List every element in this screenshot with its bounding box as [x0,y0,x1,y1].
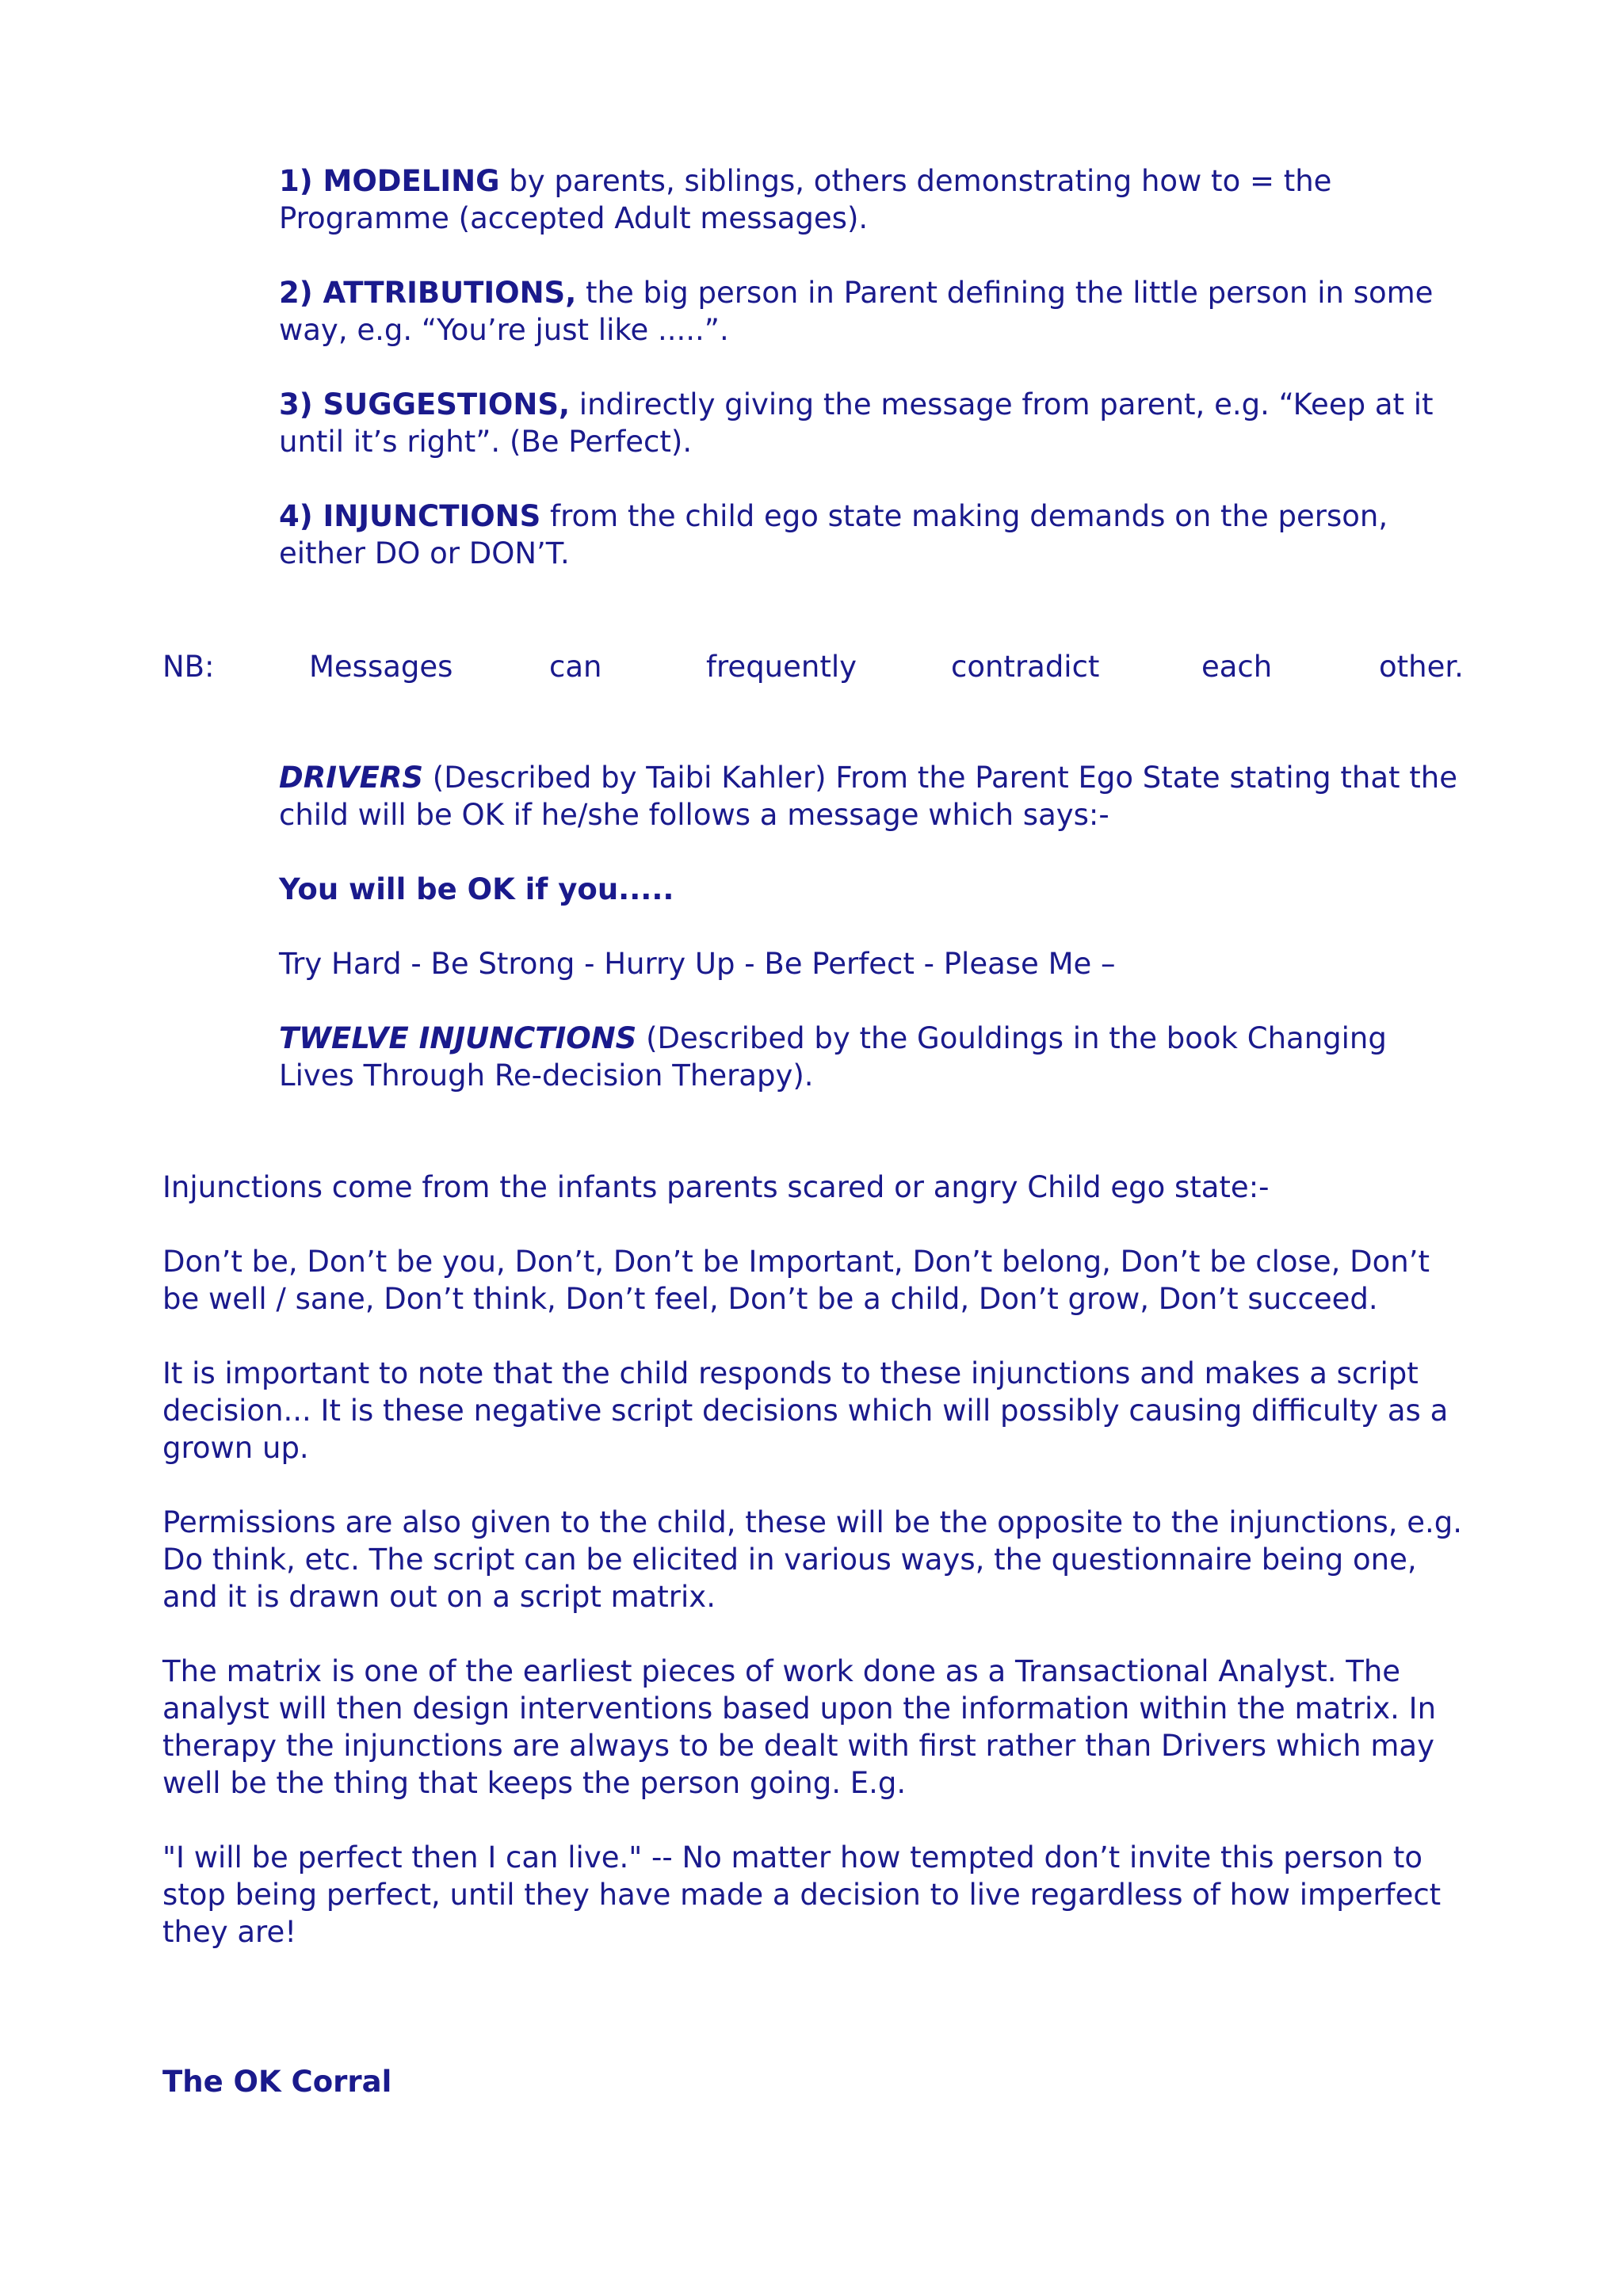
body-paragraph: Permissions are also given to the child, these will be the opposite to the injunctions, e.g. Do think, etc. The script can be elicited in various ways, the questionnaire being one, and it is drawn out on a script matrix. [162,1505,1463,1614]
body-paragraph: Don’t be, Don’t be you, Don’t, Don’t be Important, Don’t belong, Don’t be close, Don’t be well / sane, Don’t think, Don’t feel, Don’t be a child, Don’t grow, Don’t succeed. [162,1245,1430,1316]
nb-word: other. [1379,650,1464,684]
drivers-paragraph [279,759,1468,833]
item-text: the big person in Parent defining the little person in some way, e.g. “You’re just like .....”. [279,276,1434,347]
twelve-injunctions-text: (Described by the Gouldings in the book Changing Lives Through Re-decision Therapy). [279,1021,1387,1093]
nb-word: frequently [706,650,857,684]
nb-label: NB: [162,650,215,684]
item-label: 2) ATTRIBUTIONS, [279,276,577,310]
body-paragraph: The matrix is one of the earliest pieces of work done as a Transactional Analyst. The analyst will then design interventions based upon the information within the matrix. In therapy the injunctions are always to be dealt with first rather than Drivers which may well be the thing that keeps the person going. E.g. [162,1654,1437,1800]
item-injunctions [279,498,1468,572]
nb-word: contradict [951,650,1100,684]
drivers-list: Try Hard - Be Strong - Hurry Up - Be Perfect - Please Me – [279,947,1116,981]
section-heading: The OK Corral [162,2065,392,2099]
twelve-injunctions-label: TWELVE INJUNCTIONS [279,1021,637,1055]
item-modeling [279,162,1468,237]
body-paragraph: "I will be perfect then I can live." -- No matter how tempted don’t invite this person to stop being perfect, until they have made a decision to live regardless of how imperfect they are! [162,1840,1442,1949]
body-paragraph: It is important to note that the child responds to these injunctions and makes a script decision... It is these negative script decisions which will possibly causing difficulty as a grown up. [162,1356,1449,1465]
nb-word: each [1201,650,1273,684]
item-text: from the child ego state making demands on the person, either DO or DON’T. [279,499,1388,570]
nb-word: Messages [309,650,453,684]
item-text: indirectly giving the message from parent, e.g. “Keep at it until it’s right”. (Be Perfect). [279,387,1434,459]
item-label: 4) INJUNCTIONS [279,499,541,533]
item-label: 1) MODELING [279,164,500,198]
nb-word: can [549,650,602,684]
drivers-label: DRIVERS [279,761,424,795]
item-suggestions [279,386,1468,460]
twelve-injunctions-paragraph [279,1020,1468,1094]
item-label: 3) SUGGESTIONS, [279,387,571,421]
drivers-text: (Described by Taibi Kahler) From the Parent Ego State stating that the child will be OK if he/she follows a message which says:- [279,761,1458,832]
body-paragraph: Injunctions come from the infants parents scared or angry Child ego state:- [162,1170,1270,1204]
drivers-ok-line: You will be OK if you..... [279,872,674,906]
nb-line [162,648,1464,685]
item-text: by parents, siblings, others demonstrating how to = the Programme (accepted Adult messages). [279,164,1332,235]
item-attributions [279,274,1468,349]
